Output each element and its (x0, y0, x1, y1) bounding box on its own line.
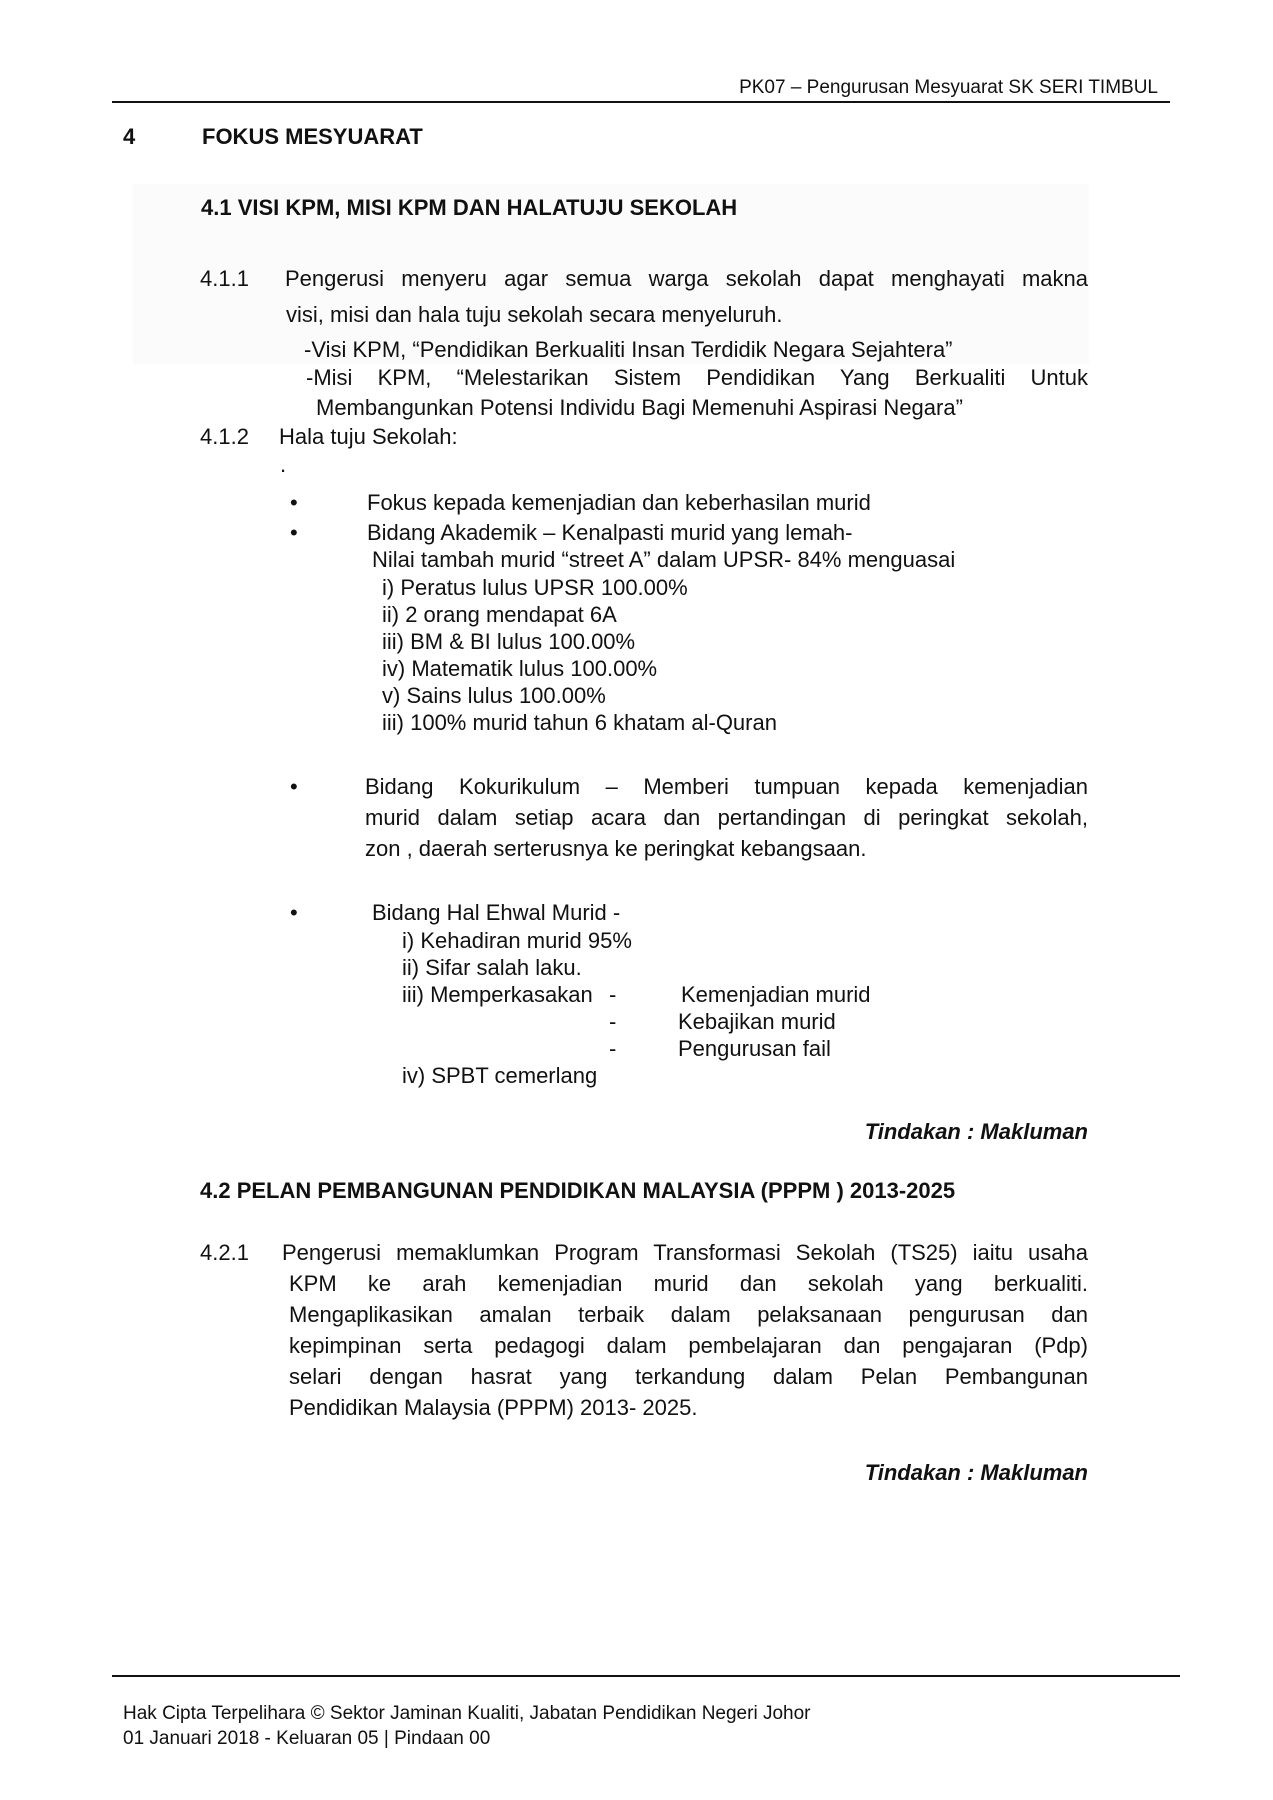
akademik-item: iii) 100% murid tahun 6 khatam al-Quran (382, 710, 777, 735)
footer-revision: 01 Januari 2018 - Keluaran 05 | Pindaan 00 (123, 1728, 491, 1749)
stray-dot: . (280, 452, 287, 477)
item-number-4-1-2: 4.1.2 (200, 424, 249, 449)
header-rule (112, 101, 1170, 103)
footer-rule (112, 1675, 1180, 1677)
bullet-icon: • (290, 774, 298, 799)
misi-kpm-line1: -Misi KPM, “Melestarikan Sistem Pendidikan Yang Berkualiti Untuk (306, 365, 1088, 390)
bullet-icon: • (290, 520, 298, 545)
item-4-2-1-line: Mengaplikasikan amalan terbaik dalam pelaksanaan pengurusan dan (289, 1302, 1088, 1327)
subsection-title-4-1: 4.1 VISI KPM, MISI KPM DAN HALATUJU SEKOLAH (201, 195, 738, 220)
akademik-item: ii) 2 orang mendapat 6A (382, 602, 617, 627)
hem-subitem: Kebajikan murid (678, 1009, 836, 1034)
item-4-2-1-line: Pengerusi memaklumkan Program Transformasi Sekolah (TS25) iaitu usaha (282, 1240, 1088, 1265)
item-4-1-1-line2: visi, misi dan hala tuju sekolah secara menyeluruh. (286, 302, 783, 327)
visi-kpm: -Visi KPM, “Pendidikan Berkualiti Insan Terdidik Negara Sejahtera” (304, 337, 953, 362)
section-title: FOKUS MESYUARAT (202, 124, 423, 149)
subsection-title-4-2: 4.2 PELAN PEMBANGUNAN PENDIDIKAN MALAYSIA (PPPM ) 2013-2025 (200, 1178, 956, 1203)
akademik-item: iv) Matematik lulus 100.00% (382, 656, 658, 681)
hem-dash: - (609, 1009, 617, 1034)
hem-item: iii) Memperkasakan (402, 982, 593, 1007)
bullet-hem: Bidang Hal Ehwal Murid - (372, 900, 621, 925)
hem-item: i) Kehadiran murid 95% (402, 928, 632, 953)
item-number-4-1-1: 4.1.1 (200, 266, 249, 291)
item-4-2-1-line: Pendidikan Malaysia (PPPM) 2013- 2025. (289, 1395, 698, 1420)
item-4-1-1-line1: Pengerusi menyeru agar semua warga sekolah dapat menghayati makna (285, 266, 1088, 291)
akademik-item: iii) BM & BI lulus 100.00% (382, 629, 636, 654)
bullet-icon: • (290, 900, 298, 925)
page-header-title: PK07 – Pengurusan Mesyuarat SK SERI TIMBUL (739, 77, 1158, 98)
kokurikulum-line3: zon , daerah serterusnya ke peringkat kebangsaan. (365, 836, 867, 861)
item-4-2-1-line: kepimpinan serta pedagogi dalam pembelajaran dan pengajaran (Pdp) (289, 1333, 1088, 1358)
kokurikulum-line2: murid dalam setiap acara dan pertandingan di peringkat sekolah, (365, 805, 1088, 830)
tindakan-4-1: Tindakan : Makluman (864, 1119, 1088, 1144)
akademik-subtext: Nilai tambah murid “street A” dalam UPSR- 84% menguasai (372, 547, 956, 572)
bullet-fokus: Fokus kepada kemenjadian dan keberhasilan murid (367, 490, 871, 515)
item-4-2-1-line: KPM ke arah kemenjadian murid dan sekolah yang berkualiti. (289, 1271, 1088, 1296)
hem-item: iv) SPBT cemerlang (402, 1063, 598, 1088)
misi-kpm-line2: Membangunkan Potensi Individu Bagi Memenuhi Aspirasi Negara” (316, 395, 963, 420)
hem-item: ii) Sifar salah laku. (402, 955, 582, 980)
item-4-2-1-line: selari dengan hasrat yang terkandung dalam Pelan Pembangunan (289, 1364, 1088, 1389)
tindakan-4-2: Tindakan : Makluman (864, 1460, 1088, 1485)
footer-copyright: Hak Cipta Terpelihara © Sektor Jaminan Kualiti, Jabatan Pendidikan Negeri Johor (123, 1703, 811, 1724)
hala-tuju-title: Hala tuju Sekolah: (279, 424, 458, 449)
hem-dash: - (609, 1036, 617, 1061)
kokurikulum-line1: Bidang Kokurikulum – Memberi tumpuan kepada kemenjadian (365, 774, 1088, 799)
akademik-item: v) Sains lulus 100.00% (382, 683, 606, 708)
hem-dash: - (609, 982, 617, 1007)
akademik-item: i) Peratus lulus UPSR 100.00% (382, 575, 688, 600)
section-number: 4 (123, 124, 136, 149)
bullet-icon: • (290, 490, 298, 515)
bullet-akademik: Bidang Akademik – Kenalpasti murid yang lemah- (367, 520, 853, 545)
hem-subitem: Kemenjadian murid (681, 982, 871, 1007)
item-number-4-2-1: 4.2.1 (200, 1240, 249, 1265)
hem-subitem: Pengurusan fail (678, 1036, 831, 1061)
